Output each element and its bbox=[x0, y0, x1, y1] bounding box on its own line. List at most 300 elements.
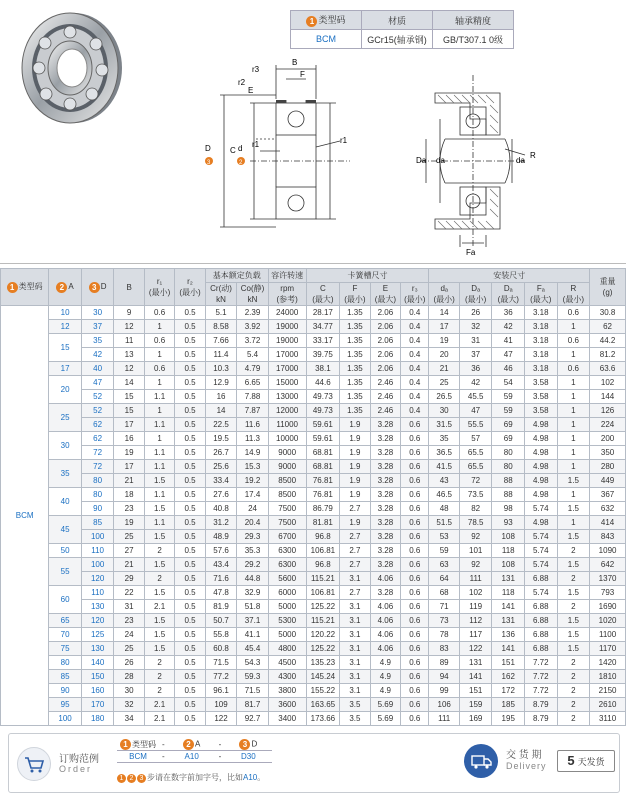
col-co-unit: kN bbox=[247, 295, 258, 304]
table-cell: 7.72 bbox=[525, 670, 558, 684]
table-cell: 0.6 bbox=[401, 684, 429, 698]
table-cell: 78.5 bbox=[459, 516, 492, 530]
table-cell: 2.1 bbox=[144, 712, 174, 726]
A-cell: 12 bbox=[49, 320, 82, 334]
dim-C: C bbox=[230, 146, 236, 155]
table-cell: 53 bbox=[429, 530, 459, 544]
table-row bbox=[1, 670, 626, 684]
col-cr-unit: kN bbox=[216, 295, 226, 304]
table-cell: 12000 bbox=[268, 404, 306, 418]
table-cell: 3.28 bbox=[370, 516, 400, 530]
table-cell: 0.4 bbox=[401, 376, 429, 390]
table-cell: 130 bbox=[81, 642, 114, 656]
table-cell: 21 bbox=[114, 474, 144, 488]
table-cell: 81.81 bbox=[306, 516, 340, 530]
table-cell: 9000 bbox=[268, 460, 306, 474]
table-cell: 130 bbox=[81, 600, 114, 614]
table-cell: 3.28 bbox=[370, 558, 400, 572]
table-cell: 48.9 bbox=[205, 530, 237, 544]
A-cell: 15 bbox=[49, 334, 82, 362]
table-cell: 136 bbox=[492, 628, 525, 642]
table-cell: 3.1 bbox=[340, 656, 370, 670]
table-cell: 1.9 bbox=[340, 516, 370, 530]
table-cell: 12 bbox=[114, 362, 144, 376]
table-cell: 4.9 bbox=[370, 670, 400, 684]
table-cell: 2 bbox=[557, 656, 590, 670]
table-cell: 2 bbox=[144, 544, 174, 558]
dim-r1: r1 bbox=[252, 140, 260, 149]
table-cell: 0.5 bbox=[175, 614, 205, 628]
spec-value-material: GCr15(轴承钢) bbox=[362, 30, 433, 49]
table-cell: 0.5 bbox=[175, 376, 205, 390]
table-cell: 150 bbox=[81, 670, 114, 684]
delivery-title-en: Delivery bbox=[506, 761, 547, 771]
table-cell: 72 bbox=[81, 460, 114, 474]
table-cell: 0.4 bbox=[401, 348, 429, 362]
table-cell: 111 bbox=[429, 712, 459, 726]
col-co-label: Co(静) bbox=[240, 284, 265, 293]
spec-header-precision: 轴承精度 bbox=[433, 11, 514, 30]
col-D-label: D bbox=[100, 282, 107, 292]
table-cell: 0.4 bbox=[401, 334, 429, 348]
table-cell: 2.06 bbox=[370, 348, 400, 362]
table-cell: 2150 bbox=[590, 684, 626, 698]
table-cell: 96.1 bbox=[205, 684, 237, 698]
col-c-sub: (最大) bbox=[312, 295, 334, 304]
order-v2: A10 bbox=[168, 751, 216, 763]
table-cell: 93 bbox=[492, 516, 525, 530]
table-cell: 92 bbox=[459, 530, 492, 544]
table-cell: 34 bbox=[114, 712, 144, 726]
col-da-sub: (最小) bbox=[433, 295, 455, 304]
table-cell: 2.1 bbox=[144, 698, 174, 712]
table-cell: 0.5 bbox=[175, 544, 205, 558]
table-row bbox=[1, 544, 626, 558]
table-cell: 3400 bbox=[268, 712, 306, 726]
table-cell: 11.3 bbox=[237, 432, 269, 446]
table-cell: 65.5 bbox=[459, 446, 492, 460]
spec-header-type-label: 类型码 bbox=[318, 15, 346, 26]
table-cell: 1810 bbox=[590, 670, 626, 684]
table-cell: 40.8 bbox=[205, 502, 237, 516]
table-cell: 1.5 bbox=[557, 628, 590, 642]
table-cell: 0.6 bbox=[401, 586, 429, 600]
table-row bbox=[1, 502, 626, 516]
table-cell: 1 bbox=[557, 376, 590, 390]
table-cell: 8.79 bbox=[525, 712, 558, 726]
table-cell: 1 bbox=[144, 404, 174, 418]
table-cell: 159 bbox=[459, 698, 492, 712]
table-cell: 34.77 bbox=[306, 320, 340, 334]
table-cell: 0.6 bbox=[144, 362, 174, 376]
table-cell: 50.7 bbox=[205, 614, 237, 628]
table-cell: 82 bbox=[459, 502, 492, 516]
table-cell: 2.46 bbox=[370, 390, 400, 404]
table-cell: 632 bbox=[590, 502, 626, 516]
table-cell: 3.28 bbox=[370, 474, 400, 488]
table-cell: 0.5 bbox=[175, 320, 205, 334]
table-cell: 2.06 bbox=[370, 334, 400, 348]
table-cell: 0.6 bbox=[401, 418, 429, 432]
table-cell: 0.5 bbox=[175, 586, 205, 600]
table-cell: 2 bbox=[557, 600, 590, 614]
table-cell: 71 bbox=[429, 600, 459, 614]
table-cell: 1.9 bbox=[340, 432, 370, 446]
table-cell: 1 bbox=[144, 432, 174, 446]
table-cell: 125 bbox=[81, 628, 114, 642]
table-cell: 17000 bbox=[268, 362, 306, 376]
table-cell: 0.5 bbox=[175, 572, 205, 586]
table-cell: 4.06 bbox=[370, 614, 400, 628]
badge-D: 3 bbox=[207, 160, 211, 166]
table-cell: 17000 bbox=[268, 348, 306, 362]
col-f bbox=[340, 283, 370, 306]
table-cell: 131 bbox=[492, 614, 525, 628]
table-cell: 23 bbox=[114, 502, 144, 516]
table-cell: 3.92 bbox=[237, 320, 269, 334]
table-row bbox=[1, 586, 626, 600]
table-cell: 0.4 bbox=[401, 306, 429, 320]
table-cell: 1.35 bbox=[340, 348, 370, 362]
delivery-unit: 天发货 bbox=[577, 757, 605, 767]
table-cell: 120 bbox=[81, 572, 114, 586]
dim-E: E bbox=[248, 86, 254, 95]
table-cell: 86.79 bbox=[306, 502, 340, 516]
table-cell: 2 bbox=[557, 684, 590, 698]
table-cell: 4.06 bbox=[370, 572, 400, 586]
table-cell: 0.4 bbox=[401, 362, 429, 376]
table-cell: 2.39 bbox=[237, 306, 269, 320]
col-da bbox=[429, 283, 459, 306]
table-cell: 3.1 bbox=[340, 628, 370, 642]
table-cell: 0.6 bbox=[144, 334, 174, 348]
table-cell: 0.5 bbox=[175, 404, 205, 418]
table-cell: 8.79 bbox=[525, 698, 558, 712]
table-cell: 21 bbox=[429, 362, 459, 376]
table-cell: 64 bbox=[429, 572, 459, 586]
spec-value-type: BCM bbox=[291, 30, 362, 49]
table-cell: 2 bbox=[144, 572, 174, 586]
table-cell: 52 bbox=[81, 404, 114, 418]
table-cell: 1 bbox=[557, 488, 590, 502]
table-cell: 1.9 bbox=[340, 474, 370, 488]
spec-value-precision: GB/T307.1 0级 bbox=[433, 30, 514, 49]
table-cell: 3.18 bbox=[525, 348, 558, 362]
table-cell: 38.1 bbox=[306, 362, 340, 376]
table-cell: 99 bbox=[429, 684, 459, 698]
table-cell: 1.5 bbox=[557, 614, 590, 628]
table-cell: 2610 bbox=[590, 698, 626, 712]
order-h2 bbox=[168, 739, 216, 751]
table-cell: 27.6 bbox=[205, 488, 237, 502]
col-D bbox=[81, 269, 114, 306]
table-cell: 1 bbox=[557, 390, 590, 404]
table-cell: 51.8 bbox=[237, 600, 269, 614]
table-cell: 169 bbox=[459, 712, 492, 726]
col-weight bbox=[590, 269, 626, 306]
table-cell: 28 bbox=[114, 670, 144, 684]
table-cell: 0.6 bbox=[401, 544, 429, 558]
order-badge-1: 1 bbox=[120, 739, 131, 750]
table-cell: 122 bbox=[459, 642, 492, 656]
table-cell: 0.5 bbox=[175, 628, 205, 642]
A-cell: 50 bbox=[49, 544, 82, 558]
table-cell: 81.2 bbox=[590, 348, 626, 362]
table-cell: 4.98 bbox=[525, 488, 558, 502]
table-cell: 83 bbox=[429, 642, 459, 656]
table-cell: 1.5 bbox=[144, 586, 174, 600]
table-row bbox=[1, 474, 626, 488]
table-cell: 4300 bbox=[268, 670, 306, 684]
delivery-days: 5 bbox=[567, 753, 575, 768]
table-cell: 30 bbox=[429, 404, 459, 418]
col-r1-sub: (最小) bbox=[148, 288, 171, 297]
table-cell: 5.69 bbox=[370, 698, 400, 712]
table-cell: 0.4 bbox=[401, 404, 429, 418]
dim-D: D bbox=[205, 144, 211, 153]
table-cell: 73.5 bbox=[459, 488, 492, 502]
table-cell: 0.5 bbox=[175, 306, 205, 320]
table-cell: 19 bbox=[114, 446, 144, 460]
table-cell: 65.5 bbox=[459, 460, 492, 474]
badge-1-header: 1 bbox=[7, 282, 18, 293]
table-cell: 96.8 bbox=[306, 530, 340, 544]
table-cell: 7.66 bbox=[205, 334, 237, 348]
table-cell: 35 bbox=[81, 334, 114, 348]
table-cell: 350 bbox=[590, 446, 626, 460]
table-cell: 0.6 bbox=[401, 502, 429, 516]
table-cell: 0.5 bbox=[175, 600, 205, 614]
table-cell: 9000 bbox=[268, 446, 306, 460]
table-cell: 22 bbox=[114, 586, 144, 600]
table-cell: 33.4 bbox=[205, 474, 237, 488]
A-cell: 17 bbox=[49, 362, 82, 376]
table-cell: 106.81 bbox=[306, 544, 340, 558]
table-cell: 10000 bbox=[268, 432, 306, 446]
table-cell: 1.9 bbox=[340, 460, 370, 474]
table-cell: 47 bbox=[81, 376, 114, 390]
table-cell: 2.46 bbox=[370, 404, 400, 418]
table-cell: 3.1 bbox=[340, 642, 370, 656]
table-cell: 0.4 bbox=[401, 320, 429, 334]
table-cell: 0.5 bbox=[175, 418, 205, 432]
table-cell: 32.9 bbox=[237, 586, 269, 600]
table-cell: 30 bbox=[81, 306, 114, 320]
table-cell: 115.21 bbox=[306, 614, 340, 628]
table-cell: 3.72 bbox=[237, 334, 269, 348]
table-cell: 1 bbox=[557, 348, 590, 362]
dim-da-right: da bbox=[516, 156, 525, 165]
table-cell: 1.35 bbox=[340, 362, 370, 376]
col-f-label: F bbox=[352, 284, 358, 293]
col-r2-label: r₂ bbox=[187, 277, 193, 286]
A-cell: 30 bbox=[49, 432, 82, 460]
table-cell: 3.1 bbox=[340, 614, 370, 628]
table-cell: 111 bbox=[459, 572, 492, 586]
spec-header-type bbox=[291, 11, 362, 30]
table-cell: 112 bbox=[459, 614, 492, 628]
table-cell: 41 bbox=[492, 334, 525, 348]
table-cell: 200 bbox=[590, 432, 626, 446]
table-cell: 1.9 bbox=[340, 418, 370, 432]
table-cell: 72 bbox=[81, 446, 114, 460]
table-cell: 63 bbox=[429, 558, 459, 572]
table-cell: 15.3 bbox=[237, 460, 269, 474]
order-sep-4: - bbox=[216, 751, 225, 763]
table-cell: 19000 bbox=[268, 320, 306, 334]
table-cell: 843 bbox=[590, 530, 626, 544]
table-row bbox=[1, 390, 626, 404]
table-cell: 12.9 bbox=[205, 376, 237, 390]
table-cell: 46.5 bbox=[429, 488, 459, 502]
table-cell: 11.6 bbox=[237, 418, 269, 432]
table-cell: 1.5 bbox=[557, 558, 590, 572]
col-Da-max bbox=[492, 283, 525, 306]
table-cell: 29.2 bbox=[237, 558, 269, 572]
table-cell: 141 bbox=[492, 600, 525, 614]
table-cell: 0.5 bbox=[175, 530, 205, 544]
table-cell: 47 bbox=[492, 348, 525, 362]
table-cell: 0.5 bbox=[175, 670, 205, 684]
table-cell: 0.5 bbox=[175, 642, 205, 656]
A-cell: 25 bbox=[49, 404, 82, 432]
table-cell: 4.98 bbox=[525, 432, 558, 446]
table-cell: 1170 bbox=[590, 642, 626, 656]
table-cell: 0.6 bbox=[401, 712, 429, 726]
table-cell: 172 bbox=[492, 684, 525, 698]
col-rpm bbox=[268, 283, 306, 306]
A-cell: 90 bbox=[49, 684, 82, 698]
table-cell: 1 bbox=[557, 460, 590, 474]
table-cell: 1.35 bbox=[340, 306, 370, 320]
table-cell: 0.6 bbox=[401, 656, 429, 670]
table-cell: 5000 bbox=[268, 628, 306, 642]
table-cell: 49.73 bbox=[306, 390, 340, 404]
table-cell: 60.8 bbox=[205, 642, 237, 656]
order-h3 bbox=[224, 739, 272, 751]
table-cell: 0.6 bbox=[401, 530, 429, 544]
table-cell: 40 bbox=[81, 362, 114, 376]
table-cell: 68 bbox=[429, 586, 459, 600]
table-cell: 20 bbox=[429, 348, 459, 362]
col-group-install: 安装尺寸 bbox=[429, 269, 590, 283]
col-r2-sub: (最小) bbox=[179, 288, 201, 297]
table-cell: 11000 bbox=[268, 418, 306, 432]
col-R-label: R bbox=[570, 284, 577, 293]
table-cell: 100 bbox=[81, 558, 114, 572]
table-cell: 4.9 bbox=[370, 656, 400, 670]
table-cell: 19 bbox=[429, 334, 459, 348]
col-weight-unit: (g) bbox=[602, 288, 613, 297]
table-cell: 6.88 bbox=[525, 628, 558, 642]
table-cell: 51.5 bbox=[429, 516, 459, 530]
table-cell: 12 bbox=[114, 320, 144, 334]
dim-Da: Da bbox=[416, 156, 427, 165]
table-cell: 25 bbox=[114, 530, 144, 544]
table-cell: 3.28 bbox=[370, 586, 400, 600]
table-cell: 6.88 bbox=[525, 600, 558, 614]
table-cell: 1.5 bbox=[557, 530, 590, 544]
table-cell: 1.5 bbox=[144, 614, 174, 628]
table-cell: 1.5 bbox=[144, 530, 174, 544]
table-cell: 76.81 bbox=[306, 488, 340, 502]
A-cell: 10 bbox=[49, 306, 82, 320]
table-cell: 0.6 bbox=[401, 488, 429, 502]
table-cell: 3110 bbox=[590, 712, 626, 726]
dim-r1-right: r1 bbox=[340, 136, 348, 145]
table-cell: 20.4 bbox=[237, 516, 269, 530]
table-cell: 22.5 bbox=[205, 418, 237, 432]
col-f-sub: (最小) bbox=[344, 295, 366, 304]
table-cell: 81.9 bbox=[205, 600, 237, 614]
table-body bbox=[1, 306, 626, 726]
order-h1-label: 类型码 bbox=[132, 740, 156, 749]
dim-R: R bbox=[530, 151, 536, 160]
table-cell: 1 bbox=[144, 348, 174, 362]
table-cell: 55.5 bbox=[459, 418, 492, 432]
table-cell: 2.1 bbox=[144, 600, 174, 614]
table-cell: 3.18 bbox=[525, 306, 558, 320]
table-cell: 2.7 bbox=[340, 530, 370, 544]
col-Da-max-sub: (最大) bbox=[497, 295, 519, 304]
A-cell: 80 bbox=[49, 656, 82, 670]
table-cell: 37 bbox=[81, 320, 114, 334]
order-note bbox=[117, 772, 265, 783]
table-cell: 37.1 bbox=[237, 614, 269, 628]
table-cell: 3.28 bbox=[370, 502, 400, 516]
table-cell: 125.22 bbox=[306, 642, 340, 656]
order-title: 订购范例 bbox=[59, 754, 99, 765]
order-v1: BCM bbox=[117, 751, 159, 763]
table-row bbox=[1, 628, 626, 642]
table-cell: 1.1 bbox=[144, 418, 174, 432]
table-cell: 8500 bbox=[268, 474, 306, 488]
table-cell: 160 bbox=[81, 684, 114, 698]
col-group-load: 基本额定负载 bbox=[205, 269, 268, 283]
table-cell: 1.5 bbox=[557, 586, 590, 600]
table-cell: 0.5 bbox=[175, 712, 205, 726]
table-cell: 2 bbox=[557, 572, 590, 586]
table-cell: 6000 bbox=[268, 586, 306, 600]
table-cell: 0.5 bbox=[175, 432, 205, 446]
col-rpm-sub: (参考) bbox=[276, 295, 298, 304]
table-cell: 11.4 bbox=[205, 348, 237, 362]
table-cell: 1.5 bbox=[557, 642, 590, 656]
table-row bbox=[1, 306, 626, 320]
table-row bbox=[1, 600, 626, 614]
table-cell: 5.74 bbox=[525, 586, 558, 600]
table-cell: 16 bbox=[205, 390, 237, 404]
table-cell: 42 bbox=[459, 376, 492, 390]
dim-r3: r3 bbox=[252, 65, 260, 74]
table-cell: 119 bbox=[459, 600, 492, 614]
table-cell: 1.5 bbox=[144, 642, 174, 656]
col-co bbox=[237, 283, 269, 306]
table-cell: 59 bbox=[492, 390, 525, 404]
table-cell: 642 bbox=[590, 558, 626, 572]
table-cell: 33.17 bbox=[306, 334, 340, 348]
order-badge-3: 3 bbox=[239, 739, 250, 750]
order-h1 bbox=[117, 739, 159, 751]
table-cell: 3.28 bbox=[370, 432, 400, 446]
col-da-label: dₐ bbox=[440, 284, 448, 293]
table-cell: 98 bbox=[492, 502, 525, 516]
table-row bbox=[1, 488, 626, 502]
table-cell: 3600 bbox=[268, 698, 306, 712]
table-cell: 32 bbox=[114, 698, 144, 712]
table-cell: 30.8 bbox=[590, 306, 626, 320]
table-row bbox=[1, 614, 626, 628]
